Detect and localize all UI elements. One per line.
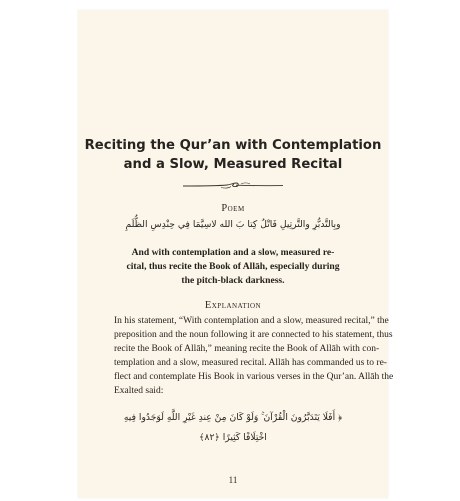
explanation-line: Exalted said: [114, 386, 164, 396]
chapter-title-line-1: Reciting the Qur’an with Contemplation [84, 138, 382, 153]
quran-verse-line-2: اخْتِلَافًا كَثِيرًا ﴿٨٢﴾ [199, 432, 267, 443]
explanation-line: flect and contemplate His Book in various verses in the Qur’an. Allāh the [114, 372, 394, 382]
chapter-title-line-2: and a Slow, Measured Recital [123, 157, 343, 172]
poem-translation-line: cital, thus recite the Book of Allāh, especially during [126, 261, 340, 272]
poem-heading: Poem [221, 203, 245, 214]
poem-translation-line: And with contemplation and a slow, measured re- [131, 247, 335, 258]
page-number: 11 [228, 475, 238, 485]
book-page [78, 10, 394, 498]
explanation-line: templation and a slow, measured recital. Allāh has commanded us to re- [114, 358, 387, 368]
explanation-heading: Explanation [204, 300, 262, 311]
explanation-line: recite the Book of Allāh,” meaning recite the Book of Allāh with con- [114, 344, 380, 354]
title-ornament-divider [181, 179, 285, 191]
explanation-line: In his statement, “With contemplation and a slow, measured recital,” the [114, 316, 389, 326]
explanation-line: preposition and the noun following it are connected to his statement, thus [114, 330, 393, 340]
poem-translation-line: the pitch-black darkness. [181, 275, 285, 286]
quran-verse-line-1: ﴿ أَفَلَا يَتَدَبَّرُونَ الْقُرْآنَ ۚ وَلَوْ كَانَ مِنْ عِندِ غَيْرِ اللَّهِ لَوَجَدُوا فِيهِ [123, 412, 343, 423]
poem-arabic-verse: وبِالتَّدبُّرِ والتَّرتِيلِ فَاتْلُ كِتا بَ الله لاسِيَّمَا فِي حِنْدِسِ الظُّلَمِ [125, 219, 341, 230]
